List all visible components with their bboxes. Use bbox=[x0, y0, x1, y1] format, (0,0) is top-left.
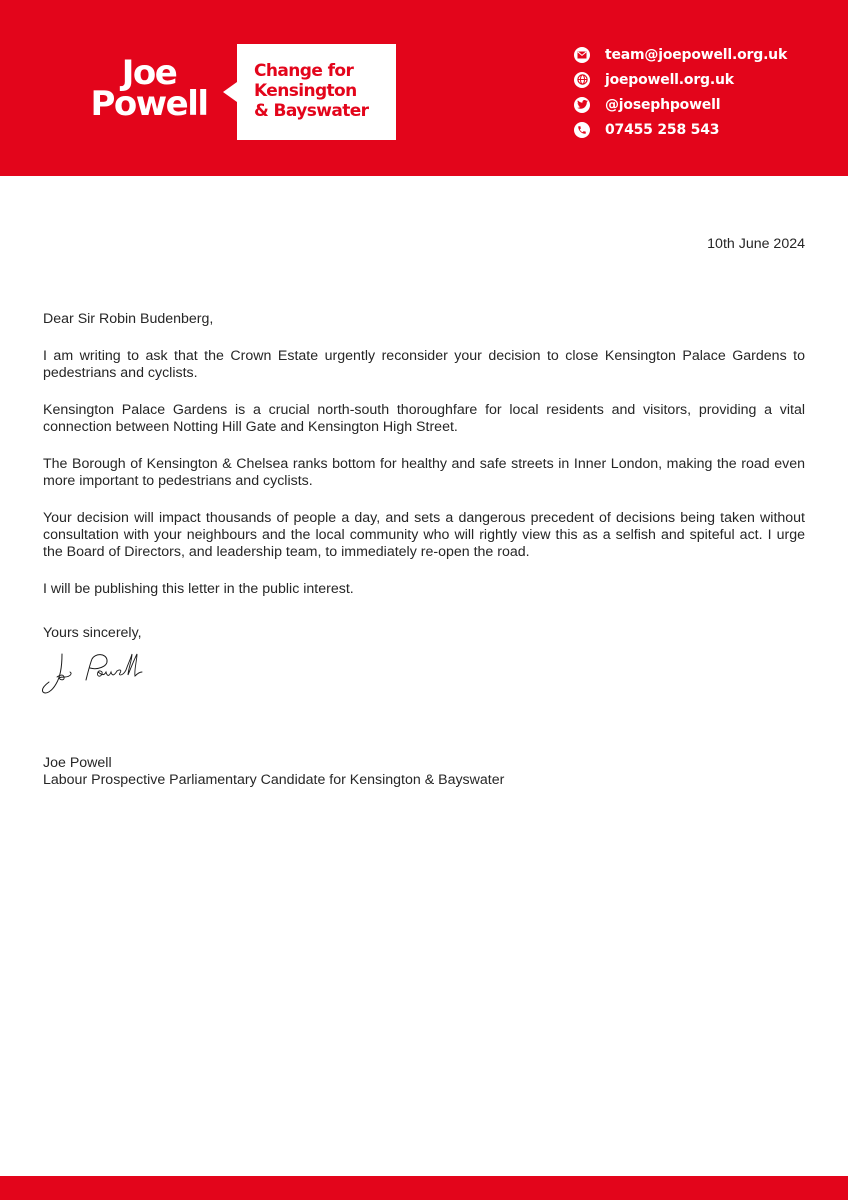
tagline-line-3: & Bayswater bbox=[254, 101, 369, 121]
closing: Yours sincerely, bbox=[43, 625, 142, 641]
globe-icon bbox=[574, 72, 590, 88]
letter-paragraphs bbox=[43, 348, 805, 618]
signer-title: Labour Prospective Parliamentary Candidate for Kensington & Bayswater bbox=[43, 772, 505, 788]
letter-date: 10th June 2024 bbox=[707, 236, 805, 252]
signer-name: Joe Powell bbox=[43, 755, 112, 771]
contact-list bbox=[574, 42, 787, 142]
contact-phone[interactable] bbox=[574, 117, 787, 142]
salutation: Dear Sir Robin Budenberg, bbox=[43, 311, 214, 327]
contact-twitter[interactable] bbox=[574, 92, 787, 117]
twitter-icon bbox=[574, 97, 590, 113]
letterhead-banner bbox=[0, 0, 848, 176]
contact-website-text: joepowell.org.uk bbox=[605, 71, 734, 88]
signer-block bbox=[43, 755, 504, 789]
handwritten-signature bbox=[40, 650, 155, 700]
contact-email[interactable] bbox=[574, 42, 787, 67]
paragraph-5: I will be publishing this letter in the public interest. bbox=[43, 581, 354, 597]
paragraph-3: The Borough of Kensington & Chelsea ranks bottom for healthy and safe streets in Inner London, making the road even more important to pedestrians and cyclists. bbox=[43, 456, 805, 489]
candidate-name-logo bbox=[84, 53, 214, 124]
footer-bar bbox=[0, 1176, 848, 1200]
contact-email-text: team@joepowell.org.uk bbox=[605, 46, 788, 63]
tagline-line-2: Kensington bbox=[254, 81, 357, 101]
tagline-speech-bubble bbox=[237, 44, 396, 140]
paragraph-4: Your decision will impact thousands of people a day, and sets a dangerous precedent of decisions being taken without consultation with your neighbours and the local community who will rightly view this as a selfish and spiteful act. I urge the Board of Directors, and leadership team, to immediately re-open the road. bbox=[43, 510, 805, 560]
contact-website[interactable] bbox=[574, 67, 787, 92]
paragraph-1: I am writing to ask that the Crown Estate urgently reconsider your decision to close Kensington Palace Gardens to pedestrians and cyclists. bbox=[43, 348, 805, 381]
logo-first-name: Joe bbox=[121, 53, 177, 93]
contact-twitter-text: @josephpowell bbox=[605, 96, 721, 113]
tagline bbox=[254, 61, 368, 121]
contact-phone-text: 07455 258 543 bbox=[605, 121, 720, 138]
email-icon bbox=[574, 47, 590, 63]
phone-icon bbox=[574, 122, 590, 138]
logo-last-name: Powell bbox=[90, 84, 208, 124]
paragraph-2: Kensington Palace Gardens is a crucial north-south thoroughfare for local residents and visitors, providing a vital connection between Notting Hill Gate and Kensington High Street. bbox=[43, 402, 805, 435]
tagline-line-1: Change for bbox=[254, 61, 354, 81]
